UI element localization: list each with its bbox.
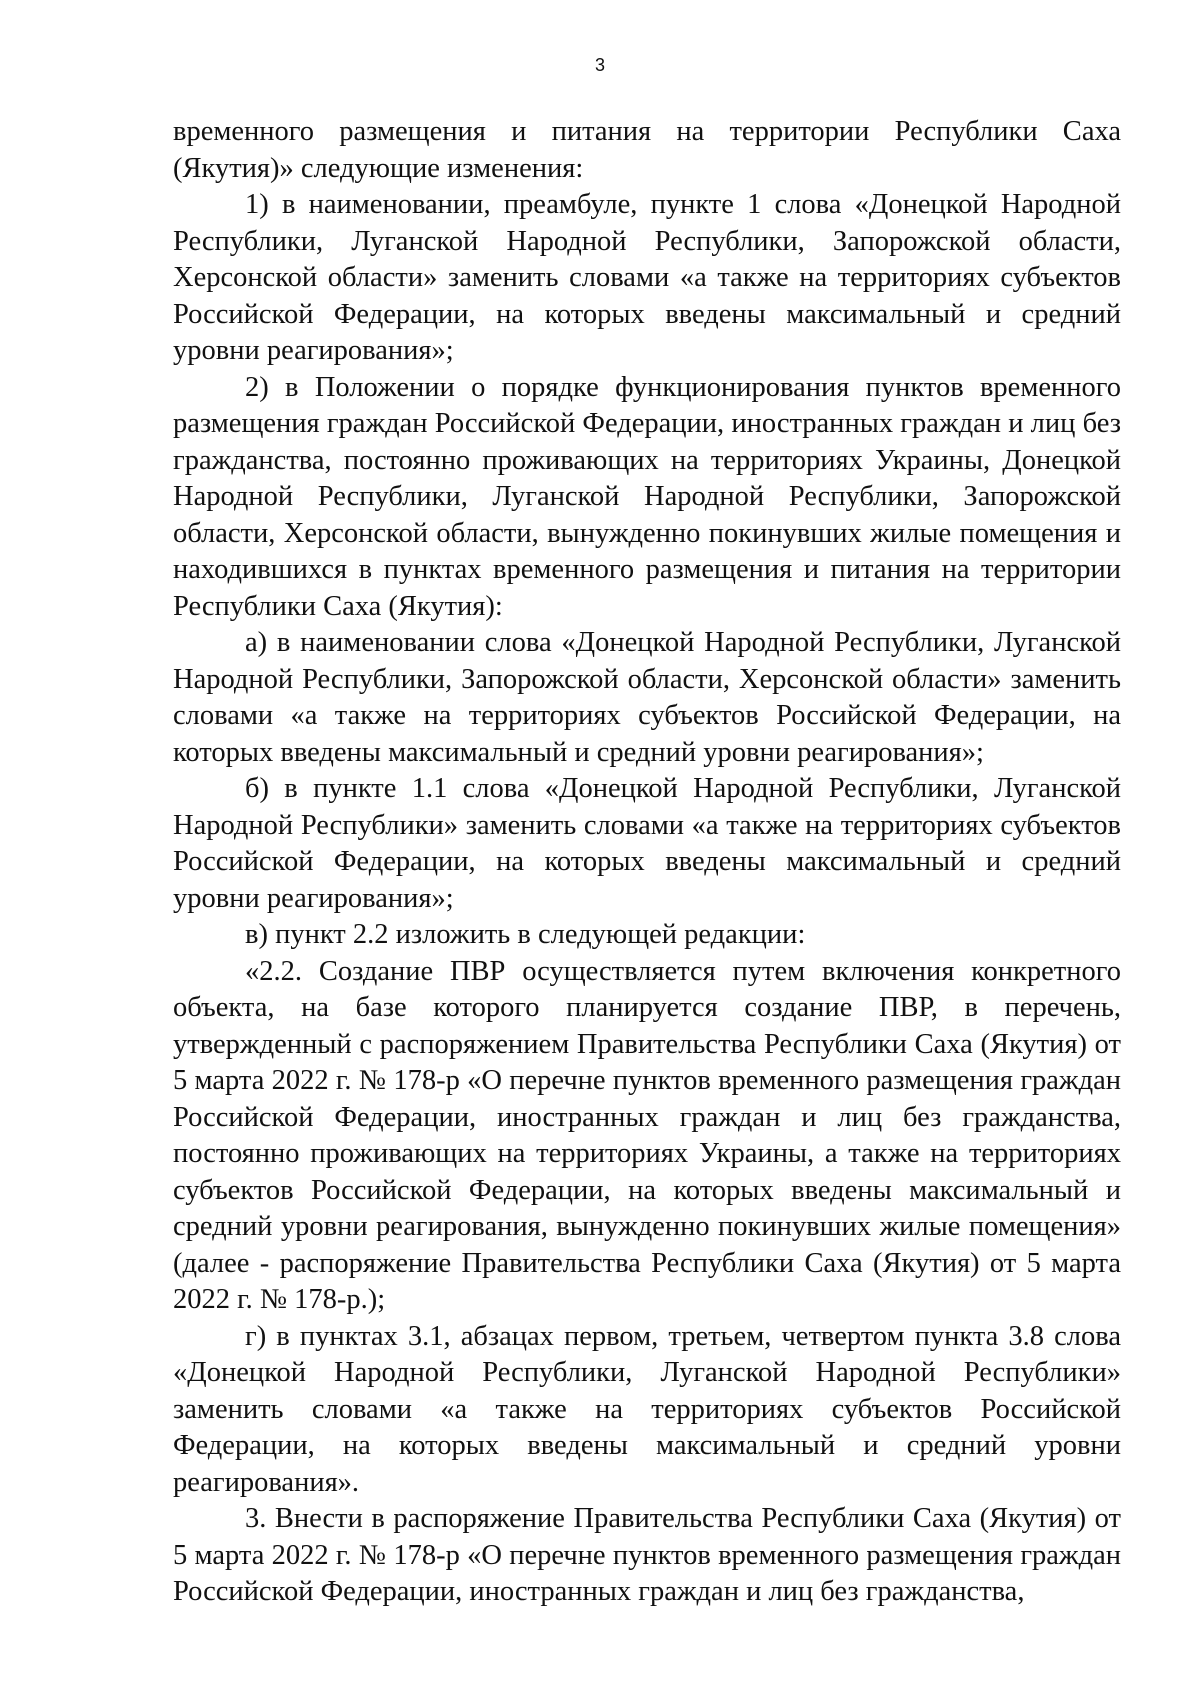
paragraph-item-3: 3. Внести в распоряжение Правительства Республики Саха (Якутия) от 5 марта 2022 г. № 178-р «О перечне пунктов временного размещения граждан Российской Федерации, иностранных граждан и лиц без гражданства, xyxy=(173,1503,1121,1607)
page-number: 3 xyxy=(594,55,605,75)
paragraph-item-2: 2) в Положении о порядке функционирования пунктов временного размещения граждан Российской Федерации, иностранных граждан и лиц без гражданства, постоянно проживающих на территориях Украины, Донецкой Народной Республики, Луганской Народной Республики, Запорожской области, Херсонской области, вынужденно покинувших жилые помещения и находившихся в пунктах временного размещения и питания на территории Республики Саха (Якутия): xyxy=(173,371,1121,622)
paragraph-item-1: 1) в наименовании, преамбуле, пункте 1 слова «Донецкой Народной Республики, Луганской Народной Республики, Запорожской области, Херсонской области» заменить словами «а также на территориях субъектов Российской Федерации, на которых введены максимальный и средний уровни реагирования»; xyxy=(173,189,1121,366)
paragraph-subitem-a: а) в наименовании слова «Донецкой Народной Республики, Луганской Народной Республики, Запорожской области, Херсонской области» заменить словами «а также на территориях субъектов Российской Федерации, на которых введены максимальный и средний уровни реагирования»; xyxy=(173,627,1121,768)
paragraph-subitem-v: в) пункт 2.2 изложить в следующей редакции: xyxy=(245,919,806,950)
paragraph-continuation: временного размещения и питания на территории Республики Саха (Якутия)» следующие изменения: xyxy=(173,116,1121,184)
paragraph-subitem-g: г) в пунктах 3.1, абзацах первом, третьем, четвертом пункта 3.8 слова «Донецкой Народной Республики, Луганской Народной Республики» заменить словами «а также на территориях субъектов Российской Федерации, на которых введены максимальный и средний уровни реагирования». xyxy=(173,1320,1121,1498)
document-body xyxy=(173,114,1121,1611)
paragraph-subitem-b: б) в пункте 1.1 слова «Донецкой Народной Республики, Луганской Народной Республики» заменить словами «а также на территориях субъектов Российской Федерации, на которых введены максимальный и средний уровни реагирования»; xyxy=(173,773,1121,914)
paragraph-clause-2-2: «2.2. Создание ПВР осуществляется путем включения конкретного объекта, на базе которого планируется создание ПВР, в перечень, утвержденный с распоряжением Правительства Республики Саха (Якутия) от 5 марта 2022 г. № 178-р «О перечне пунктов временного размещения граждан Российской Федерации, иностранных граждан и лиц без гражданства, постоянно проживающих на территориях Украины, а также на территориях субъектов Российской Федерации, на которых введены максимальный и средний уровни реагирования, вынужденно покинувших жилые помещения» (далее - распоряжение Правительства Республики Саха (Якутия) от 5 марта 2022 г. № 178-р.); xyxy=(173,955,1121,1315)
